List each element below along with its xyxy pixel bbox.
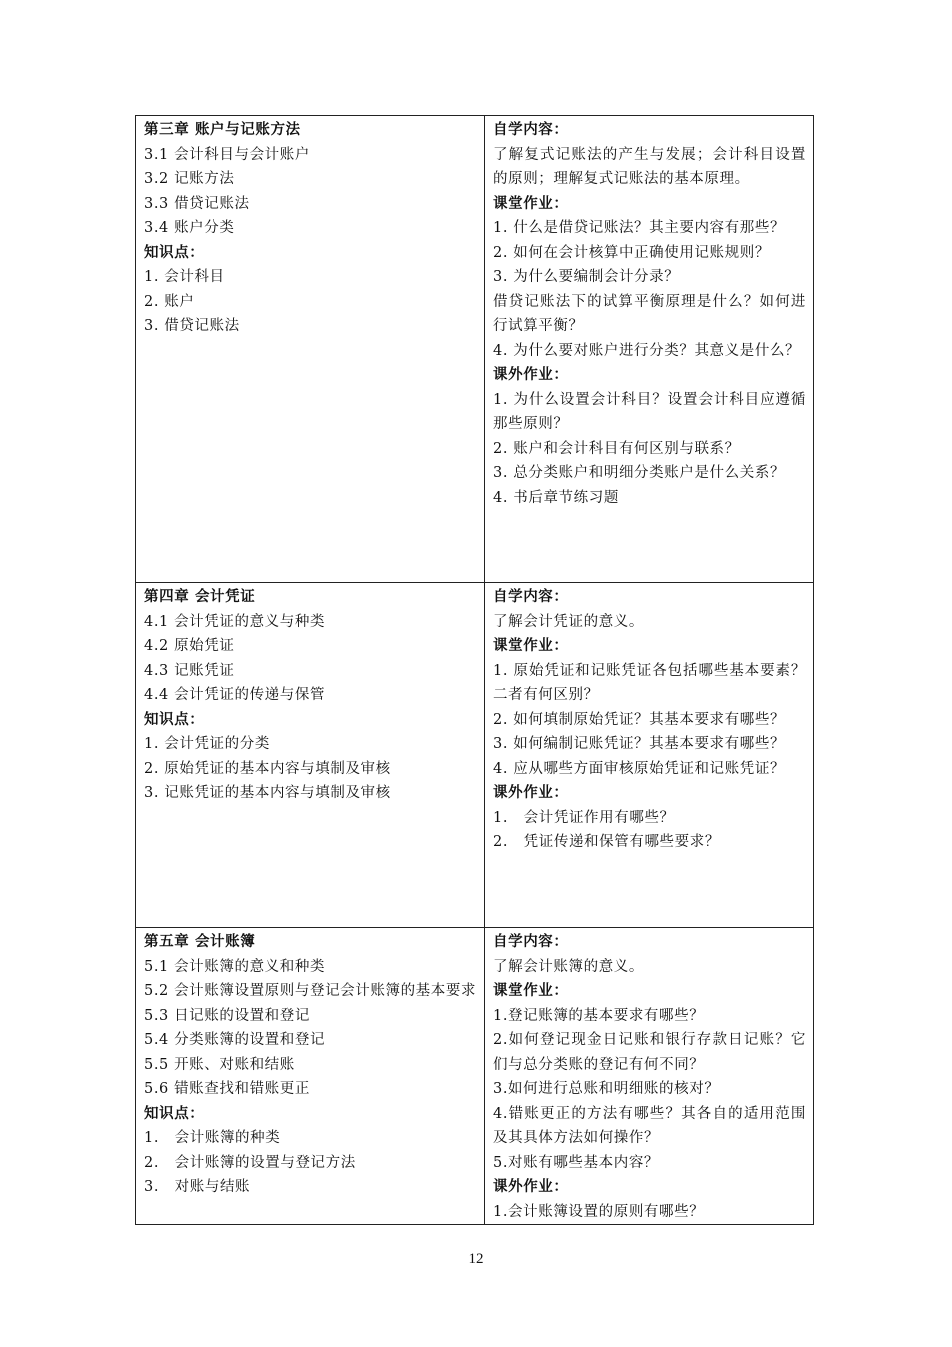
outline-line: 2. 账户和会计科目有何区别与联系？	[493, 440, 740, 457]
outline-line: 借贷记账法下的试算平衡原理是什么？如何进行试算平衡？	[493, 293, 806, 334]
chapter-assignments-cell	[485, 116, 814, 583]
section-heading: 知识点：	[144, 710, 205, 728]
outline-line: 2. 账户	[144, 293, 195, 310]
chapter-row	[136, 928, 814, 1225]
outline-line: 3. 如何编制记账凭证？其基本要求有哪些？	[493, 736, 786, 752]
section-heading: 课外作业：	[493, 784, 569, 801]
course-outline-table	[135, 115, 814, 1225]
section-heading: 知识点：	[144, 243, 205, 261]
outline-line: 5.1 会计账簿的意义和种类	[144, 958, 326, 975]
outline-line: 2. 会计账簿的设置与登记方法	[144, 1154, 356, 1171]
outline-line: 5.对账有哪些基本内容？	[493, 1154, 660, 1171]
outline-line: 5.4 分类账簿的设置和登记	[144, 1032, 326, 1048]
chapter-topics-cell	[136, 583, 485, 928]
section-heading: 课堂作业：	[493, 637, 569, 654]
outline-line: 2.如何登记现金日记账和银行存款日记账？它们与总分类账的登记有何不同？	[493, 1032, 806, 1073]
outline-line: 4. 书后章节练习题	[493, 489, 619, 506]
section-heading: 知识点：	[144, 1104, 205, 1122]
chapter-row	[136, 583, 814, 928]
outline-line: 3. 对账与结账	[144, 1179, 251, 1195]
outline-line: 4.3 记账凭证	[144, 662, 235, 679]
section-heading: 第三章 账户与记账方法	[144, 121, 301, 138]
outline-line: 3. 为什么要编制会计分录？	[493, 269, 680, 285]
outline-line: 3.1 会计科目与会计账户	[144, 146, 310, 163]
outline-line: 4.2 原始凭证	[144, 638, 235, 654]
outline-line: 5.5 开账、对账和结账	[144, 1056, 295, 1073]
section-heading: 课堂作业：	[493, 982, 569, 999]
section-heading: 课外作业：	[493, 1178, 569, 1195]
outline-line: 5.2 会计账簿设置原则与登记会计账簿的基本要求	[144, 983, 477, 999]
outline-line: 4.1 会计凭证的意义与种类	[144, 613, 326, 630]
outline-line: 2. 凭证传递和保管有哪些要求？	[493, 834, 720, 850]
outline-line: 1. 会计凭证的分类	[144, 736, 270, 752]
outline-line: 4. 为什么要对账户进行分类？其意义是什么？	[493, 342, 801, 359]
outline-line: 3. 总分类账户和明细分类账户是什么关系？	[493, 465, 786, 481]
outline-line: 了解会计凭证的意义。	[493, 613, 644, 630]
outline-line: 2. 如何在会计核算中正确使用记账规则？	[493, 244, 770, 261]
outline-line: 4.错账更正的方法有哪些？其各自的适用范围及其具体方法如何操作？	[493, 1105, 806, 1146]
outline-line: 1. 为什么设置会计科目？设置会计科目应遵循那些原则？	[493, 391, 806, 432]
section-heading: 第五章 会计账簿	[144, 933, 256, 950]
outline-line: 3. 记账凭证的基本内容与填制及审核	[144, 785, 391, 801]
outline-line: 3.2 记账方法	[144, 171, 235, 187]
outline-line: 2. 原始凭证的基本内容与填制及审核	[144, 760, 391, 777]
outline-line: 4. 应从哪些方面审核原始凭证和记账凭证？	[493, 760, 786, 777]
chapter-row	[136, 116, 814, 583]
section-heading: 自学内容：	[493, 933, 569, 950]
outline-line: 3.4 账户分类	[144, 220, 235, 236]
chapter-topics-cell	[136, 116, 485, 583]
section-heading: 课堂作业：	[493, 194, 569, 212]
outline-line: 了解会计账簿的意义。	[493, 958, 644, 975]
section-heading: 课外作业：	[493, 366, 569, 383]
outline-line: 1. 什么是借贷记账法？其主要内容有那些？	[493, 220, 786, 236]
section-heading: 自学内容：	[493, 121, 569, 138]
outline-line: 了解复式记账法的产生与发展；会计科目设置的原则；理解复式记账法的基本原理。	[493, 146, 806, 187]
chapter-assignments-cell	[485, 583, 814, 928]
outline-line: 3.3 借贷记账法	[144, 195, 250, 212]
chapter-topics-cell	[136, 928, 485, 1225]
outline-line: 1.会计账簿设置的原则有哪些？	[493, 1203, 705, 1220]
outline-line: 3.如何进行总账和明细账的核对？	[493, 1081, 720, 1097]
outline-line: 1. 会计凭证作用有哪些？	[493, 809, 675, 826]
outline-line: 2. 如何填制原始凭证？其基本要求有哪些？	[493, 711, 786, 728]
outline-line: 5.3 日记账的设置和登记	[144, 1007, 310, 1024]
page-number: 12	[468, 1251, 484, 1267]
outline-line: 1. 会计科目	[144, 269, 225, 285]
section-heading: 自学内容：	[493, 588, 569, 605]
outline-line: 1. 会计账簿的种类	[144, 1130, 281, 1146]
outline-line: 4.4 会计凭证的传递与保管	[144, 687, 326, 703]
chapter-assignments-cell	[485, 928, 814, 1225]
outline-line: 1. 原始凭证和记账凭证各包括哪些基本要素？二者有何区别？	[493, 662, 806, 703]
outline-line: 5.6 错账查找和错账更正	[144, 1081, 310, 1097]
section-heading: 第四章 会计凭证	[144, 588, 256, 605]
outline-line: 1.登记账簿的基本要求有哪些？	[493, 1007, 705, 1024]
outline-line: 3. 借贷记账法	[144, 318, 240, 334]
